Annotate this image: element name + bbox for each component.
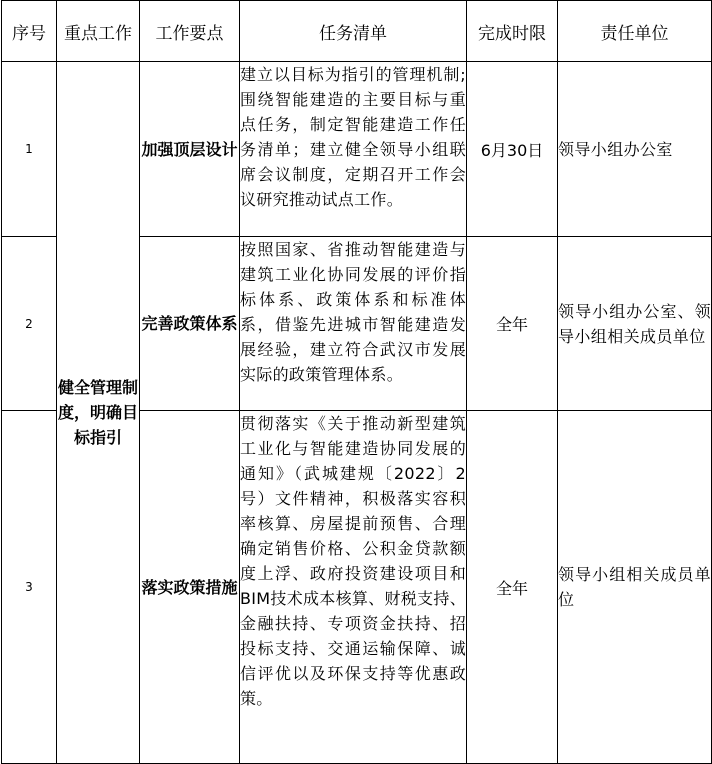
header-unit: 责任单位 <box>558 1 712 62</box>
deadline: 6月30日 <box>467 62 558 237</box>
header-deadline: 完成时限 <box>467 1 558 62</box>
header-list: 任务清单 <box>240 1 467 62</box>
row-seq: 1 <box>2 62 57 237</box>
responsible-unit: 领导小组办公室、领导小组相关成员单位 <box>558 237 712 411</box>
header-point: 工作要点 <box>140 1 240 62</box>
task-list: 建立以目标为指引的管理机制;围绕智能建造的主要目标与重点任务，制定智能建造工作任务清单；建立健全领导小组联席会议制度，定期召开工作会议研究推动试点工作。 <box>240 62 467 237</box>
focus-work-cell: 健全管理制度，明确目标指引 <box>57 62 140 764</box>
work-point: 落实政策措施 <box>140 411 240 764</box>
deadline: 全年 <box>467 411 558 764</box>
row-seq: 3 <box>2 411 57 764</box>
deadline: 全年 <box>467 237 558 411</box>
work-point: 加强顶层设计 <box>140 62 240 237</box>
work-point: 完善政策体系 <box>140 237 240 411</box>
header-seq: 序号 <box>2 1 57 62</box>
task-list: 按照国家、省推动智能建造与建筑工业化协同发展的评价指标体系、政策体系和标准体系，借鉴先进城市智能建造发展经验，建立符合武汉市发展实际的政策管理体系。 <box>240 237 467 411</box>
table-row <box>2 62 712 237</box>
row-seq: 2 <box>2 237 57 411</box>
responsible-unit: 领导小组相关成员单位 <box>558 411 712 764</box>
header-focus: 重点工作 <box>57 1 140 62</box>
task-table <box>1 0 712 764</box>
task-list: 贯彻落实《关于推动新型建筑工业化与智能建造协同发展的通知》（武城建规〔2022〕2号）文件精神，积极落实容积率核算、房屋提前预售、合理确定销售价格、公积金贷款额度上浮、政府投资建设项目和BIM技术成本核算、财税支持、金融扶持、专项资金扶持、招投标支持、交通运输保障、诚信评优以及环保支持等优惠政策。 <box>240 411 467 764</box>
responsible-unit: 领导小组办公室 <box>558 62 712 237</box>
header-row <box>2 1 712 62</box>
